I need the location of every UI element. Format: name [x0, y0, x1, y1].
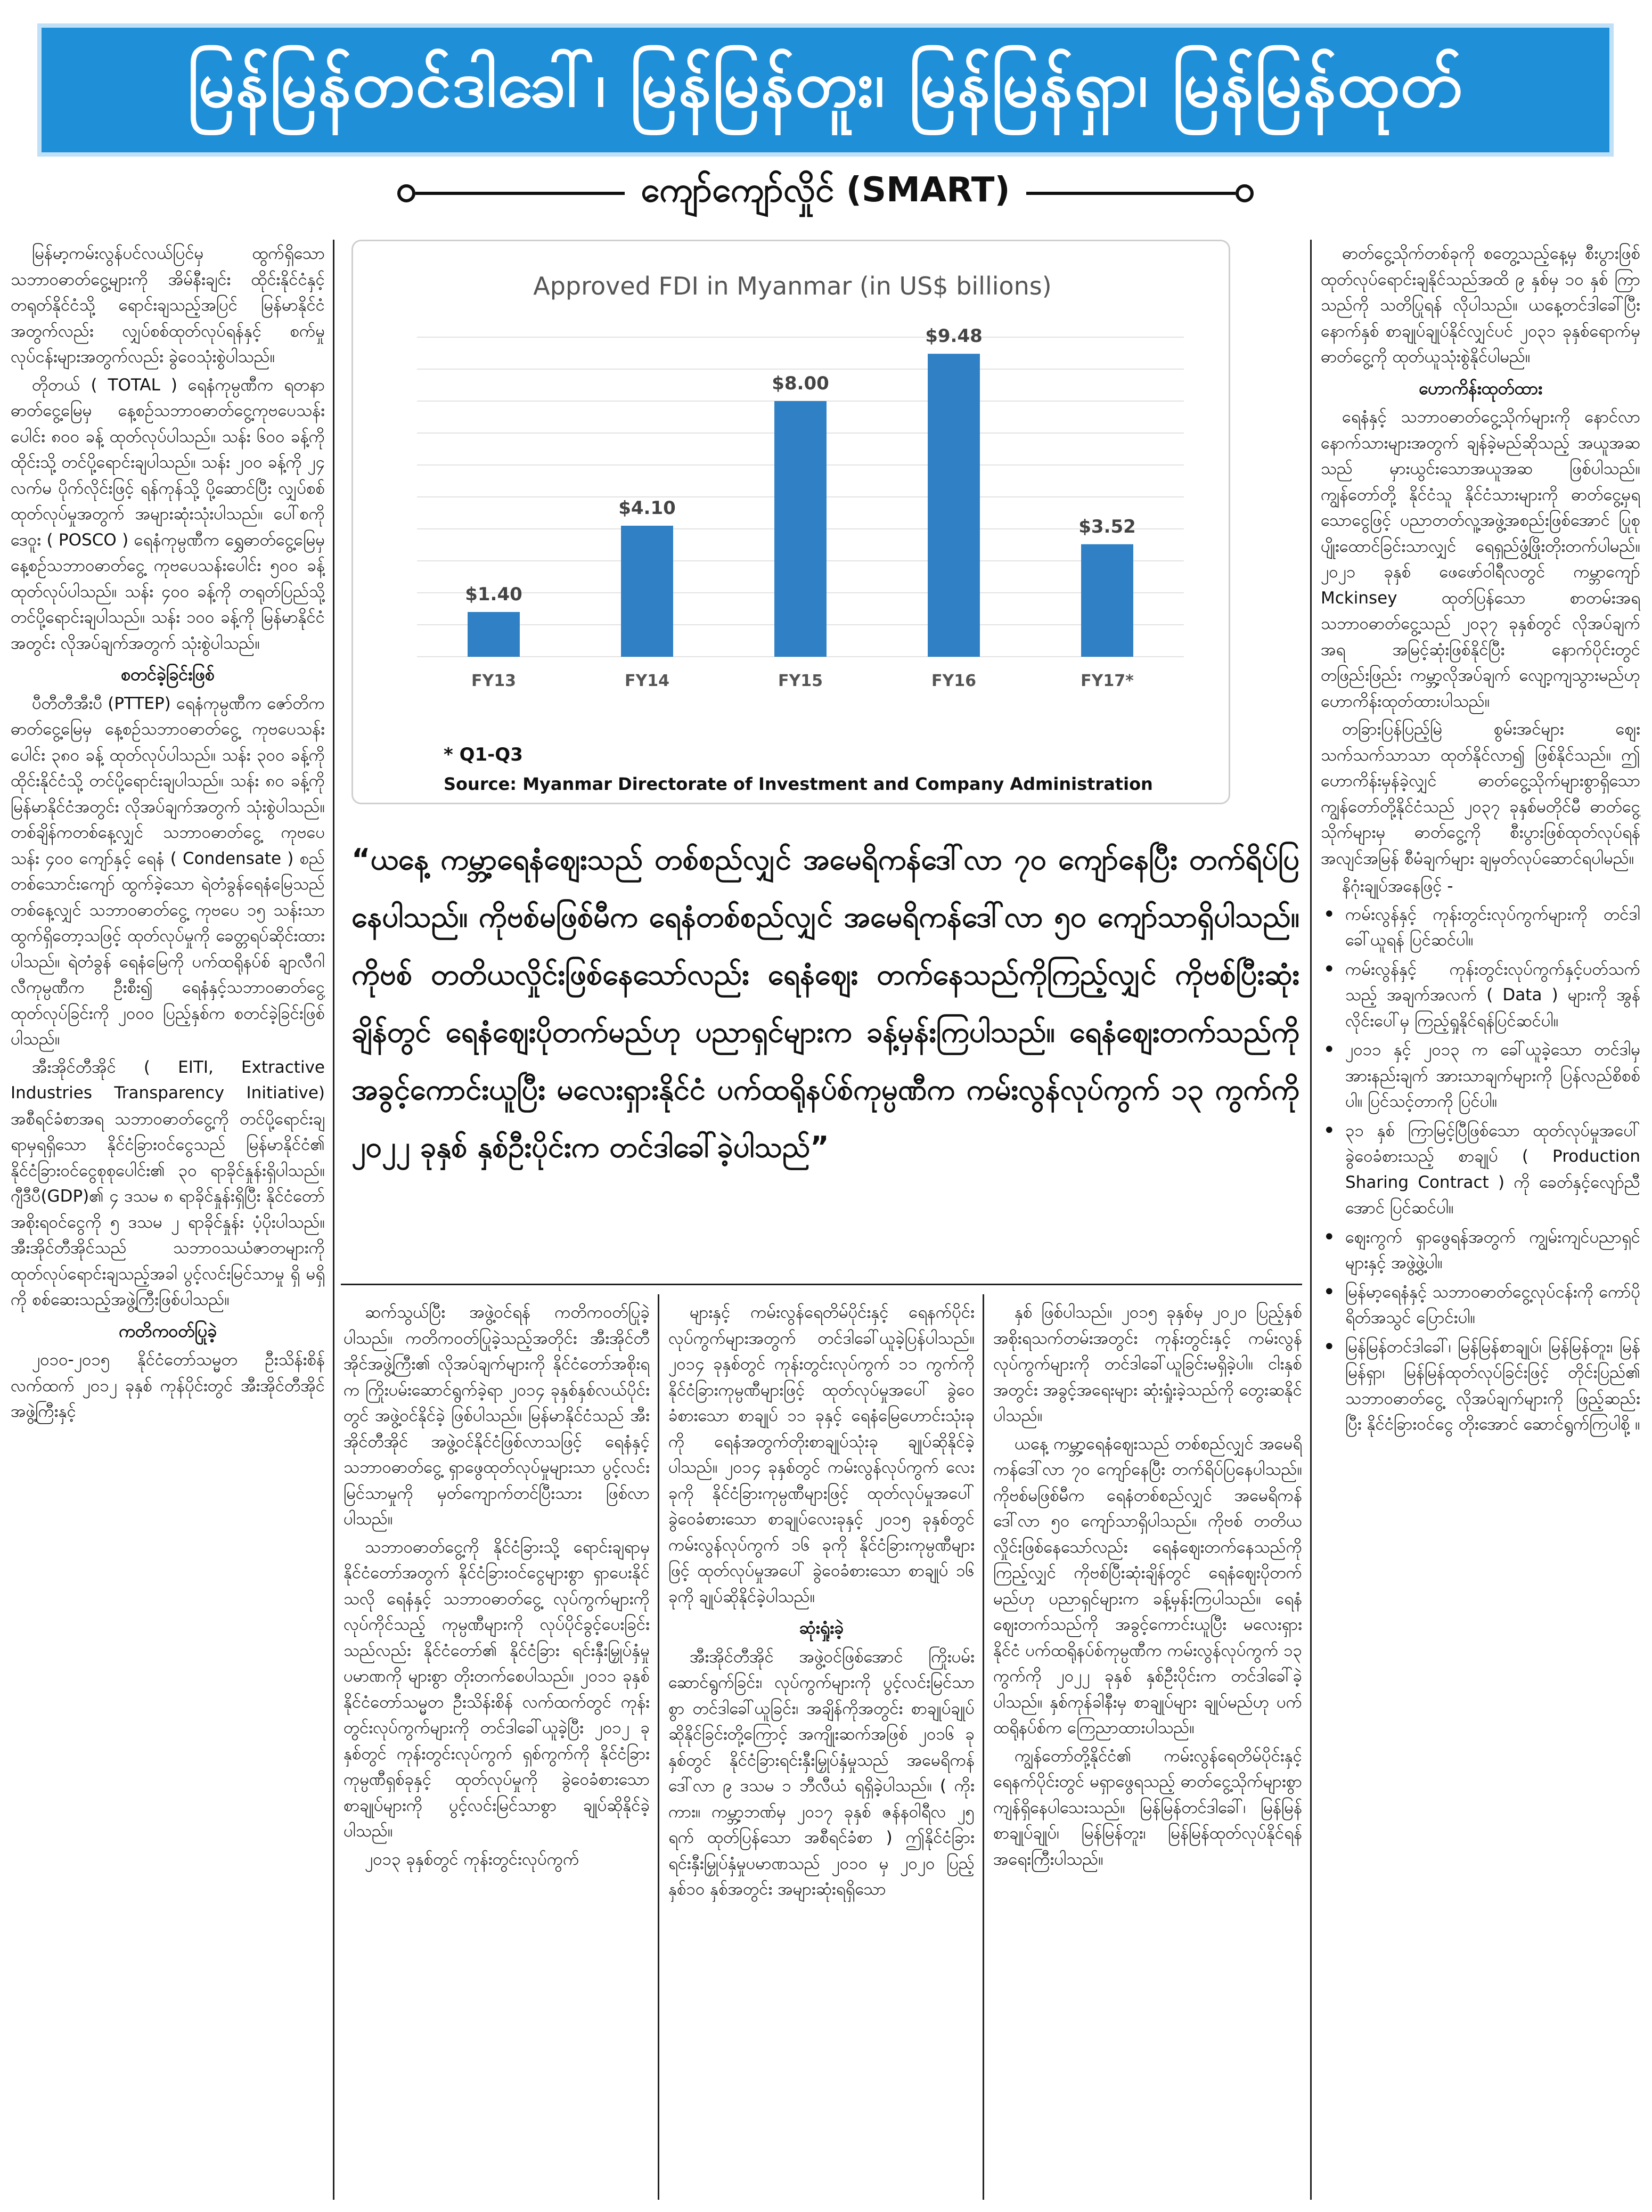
list-item: • ၂၀၁၁ နှင့် ၂၀၁၃ က ခေါ်ယူခဲ့သော တင်ဒါမှ အားနည်းချက် အားသာချက်များကို ပြန်လည်စိစစ်ပါ။ ပြင်သင့်တာကို ပြင်ပါ။	[1321, 1037, 1640, 1115]
paragraph: ပီတီတီအီးပီ (PTTEP) ရေနံကုမ္ပဏီက ဇော်တိကဓာတ်ငွေ့မြေမှ နေ့စဉ်သဘာဝဓာတ်ငွေ့ ကုဗပေသန်းပေါင်း ၃၈၀ ခန့် ထုတ်လုပ်ပါသည်။ သန်း ၃၀၀ ခန့်ကို ထိုင်းနိုင်ငံသို့ တင်ပို့ရောင်းချပါသည်။ သန်း ၈၀ ခန့်ကို မြန်မာနိုင်ငံအတွင်း လိုအပ်ချက်အတွက် သုံးစွဲပါသည်။ တစ်ချိန်ကတစ်နေ့လျှင် သဘာဝဓာတ်ငွေ့ ကုဗပေ သန်း ၄၀၀ ကျော်နှင့် ရေနံ ( Condensate ) စည် တစ်သောင်းကျော် ထွက်ခဲ့သော ရဲတံခွန်ရေနံမြေသည် တစ်နေ့လျှင် သဘာဝဓာတ်ငွေ့ ကုဗပေ ၁၅ သန်းသာ ထွက်ရှိတော့သဖြင့် ထုတ်လုပ်မှုကို ခေတ္တရပ်ဆိုင်းထားပါသည်။ ရဲတံခွန် ရေနံမြေကို ပက်ထရိုနပ်စ် ချာလီဂါလီကုမ္ပဏီက ဦးစီး၍ ရေနံနှင့်သဘာဝဓာတ်ငွေ့ ထုတ်လုပ်ခြင်းကို ၂၀၀၀ ပြည့်နှစ်က စတင်ခဲ့ခြင်းဖြစ်ပါသည်။	[11, 693, 325, 1049]
column-rule-4	[983, 1294, 984, 2200]
list-item: • ဈေးကွက် ရှာဖွေရန်အတွက် ကျွမ်းကျင်ပညာရှင်များနှင့် အဖွဲ့ဖွဲ့ပါ။	[1321, 1225, 1640, 1276]
chart-bar	[468, 612, 520, 657]
paragraph: နှစ် ဖြစ်ပါသည်။ ၂၀၁၅ ခုနှစ်မှ ၂၀၂၀ ပြည့်နှစ် အစိုးရသက်တမ်းအတွင်း ကုန်းတွင်းနှင့် ကမ်းလွန်လုပ်ကွက်များကို တင်ဒါခေါ်ယူခြင်းမရှိခဲ့ပါ။ ငါးနှစ်အတွင်း အခွင့်အရေးများ ဆုံးရှုံးခဲ့သည်ကို တွေးဆနိုင်ပါသည်။	[993, 1303, 1302, 1425]
paragraph: သဘာဝဓာတ်ငွေ့ကို နိုင်ငံခြားသို့ ရောင်းချရာမှ နိုင်ငံတော်အတွက် နိုင်ငံခြားဝင်ငွေများစွာ ရှာပေးနိုင်သလို ရေနံနှင့် သဘာဝဓာတ်ငွေ့ လုပ်ကွက်များကို လုပ်ကိုင်သည့် ကုမ္ပဏီများကို လုပ်ပိုင်ခွင့်ပေးခြင်းသည်လည်း နိုင်ငံတော်၏ နိုင်ငံခြား ရင်းနှီးမြှုပ်နှံမှုပမာဏကို များစွာ တိုးတက်စေပါသည်။ ၂၀၁၁ ခုနှစ်နိုင်ငံတော်သမ္မတ ဦးသိန်းစိန် လက်ထက်တွင် ကုန်းတွင်းလုပ်ကွက်များကို တင်ဒါခေါ်ယူခဲ့ပြီး ၂၀၁၂ ခုနှစ်တွင် ကုန်းတွင်းလုပ်ကွက် ရှစ်ကွက်ကို နိုင်ငံခြားကုမ္ပဏီရှစ်ခုနှင့် ထုတ်လုပ်မှုကို ခွဲဝေခံစားသော စာချုပ်များကို ပွင့်လင်းမြင်သာစွာ ချုပ်ဆိုနိုင်ခဲ့ပါသည်။	[344, 1537, 650, 1841]
paragraph: အီးအိုင်တီအိုင် အဖွဲ့ဝင်ဖြစ်အောင် ကြိုးပမ်းဆောင်ရွက်ခြင်း၊ လုပ်ကွက်များကို ပွင့်လင်းမြင်သာစွာ တင်ဒါခေါ်ယူခြင်း၊ အချိန်ကိုအတွင်း စာချုပ်ချုပ်ဆိုနိုင်ခြင်းတို့ကြောင့် အကျိုးဆက်အဖြစ် ၂၀၁၆ ခုနှစ်တွင် နိုင်ငံခြားရင်းနှီးမြှုပ်နှံမှုသည် အမေရိကန်ဒေါ်လာ ၉ ဒသမ ၁ ဘီလီယံ ရရှိခဲ့ပါသည်။ ( ကိုးကား။ ကမ္ဘာ့ဘဏ်မှ ၂၀၁၇ ခုနှစ် ဇန်နဝါရီလ ၂၅ ရက် ထုတ်ပြန်သော အစီရင်ခံစာ ) ဤနိုင်ငံခြားရင်းနှီးမြှုပ်နှံမှုပမာဏသည် ၂၀၁၀ မှ ၂၀၂၀ ပြည့်နှစ်၁၀ နှစ်အတွင်း အများဆုံးရရှိသော	[668, 1647, 975, 1899]
chart-x-tick-label: FY13	[471, 672, 516, 690]
column-rule-2	[1310, 240, 1312, 2200]
paragraph: ရေနံနှင့် သဘာဝဓာတ်ငွေ့သိုက်များကို နောင်လာနောက်သားများအတွက် ချန်ခဲ့မည်ဆိုသည့် အယူအဆသည် မှားယွင်းသောအယူအဆ ဖြစ်ပါသည်။ ကျွန်တော်တို့ နိုင်ငံသူ နိုင်ငံသားများကို ဓာတ်ငွေ့မှရသောငွေဖြင့် ပညာတတ်လူ့အဖွဲ့အစည်းဖြစ်အောင် ပြုစုပျိုးထောင်ခြင်းသာလျှင် ရေရှည်ဖွံ့ဖြိုးတိုးတက်ပါမည်။ ၂၀၂၁ ခုနှစ် ဖေဖော်ဝါရီလတွင် ကမ္ဘာကျော် Mckinsey ထုတ်ပြန်သော စာတမ်းအရ သဘာဝဓာတ်ငွေ့သည် ၂၀၃၇ ခုနှစ်တွင် လိုအပ်ချက်အရ အမြင့်ဆုံးဖြစ်နိုင်ပြီး နောက်ပိုင်းတွင် တဖြည်းဖြည်း ကမ္ဘာ့လိုအပ်ချက် လျော့ကျသွားမည်ဟု ဟောကိန်းထုတ်ထားပါသည်။	[1321, 407, 1640, 711]
chart-source: Source: Myanmar Directorate of Investment and Company Administration	[444, 774, 1153, 794]
article-column-3	[668, 1300, 975, 2200]
list-item: • ၃၁ နှစ် ကြာမြင့်ပြီဖြစ်သော ထုတ်လုပ်မှုအပေါ် ခွဲဝေခံစားသည့် စာချုပ် ( Production Sharing Contract ) ကို ခေတ်နှင့်လျော်ညီအောင် ပြင်ဆင်ပါ။	[1321, 1118, 1640, 1221]
chart-value-label: $8.00	[772, 373, 829, 394]
byline-rule-left	[415, 192, 625, 195]
byline: ကျော်ကျော်လှိုင် (SMART)	[641, 170, 1010, 210]
paragraph: များနှင့် ကမ်းလွန်ရေတိမ်ပိုင်းနှင့် ရေနက်ပိုင်း လုပ်ကွက်များအတွက် တင်ဒါခေါ်ယူခဲ့ပြန်ပါသည်။ ၂၀၁၄ ခုနှစ်တွင် ကုန်းတွင်းလုပ်ကွက် ၁၁ ကွက်ကို နိုင်ငံခြားကုမ္ပဏီများဖြင့် ထုတ်လုပ်မှုအပေါ် ခွဲဝေခံစားသော စာချုပ် ၁၁ ခုနှင့် ရေနံမြေဟောင်းသုံးခုကို ရေနံအတွက်တိုးစာချုပ်သုံးခု ချုပ်ဆိုနိုင်ခဲ့ပါသည်။ ၂၀၁၄ ခုနှစ်တွင် ကမ်းလွန်လုပ်ကွက် လေးခုကို နိုင်ငံခြားကုမ္ပဏီများဖြင့် ထုတ်လုပ်မှုအပေါ် ခွဲဝေခံစားသော စာချုပ်လေးခုနှင့် ၂၀၁၅ ခုနှစ်တွင် ကမ်းလွန်လုပ်ကွက် ၁၆ ခုကို နိုင်ငံခြားကုမ္ပဏီများဖြင့် ထုတ်လုပ်မှုအပေါ် ခွဲဝေခံစားသော စာချုပ် ၁၆ ခုကို ချုပ်ဆိုနိုင်ခဲ့ပါသည်။	[668, 1303, 975, 1606]
chart-bar	[1081, 544, 1133, 657]
chart-bar	[774, 401, 827, 657]
paragraph: ဓာတ်ငွေ့သိုက်တစ်ခုကို စတွေ့သည့်နေ့မှ စီးပွားဖြစ် ထုတ်လုပ်ရောင်းချနိုင်သည်အထိ ၉ နှစ်မှ ၁၀ နှစ် ကြာသည်ကို သတိပြုရန် လိုပါသည်။ ယနေ့တင်ဒါခေါ်ပြီး နောက်နှစ် စာချုပ်ချုပ်နိုင်လျှင်ပင် ၂၀၃၁ ခုနှစ်ရောက်မှ ဓာတ်ငွေ့ကို ထုတ်ယူသုံးစွဲနိုင်ပါမည်။	[1321, 244, 1640, 366]
subheading: ကတိကဝတ်ပြုခဲ့	[118, 1320, 217, 1341]
headline-banner	[37, 23, 1614, 157]
fdi-chart	[351, 240, 1230, 804]
chart-value-label: $4.10	[618, 497, 676, 519]
chart-x-tick-label: FY14	[625, 672, 669, 690]
list-item: • ကမ်းလွန်နှင့် ကုန်းတွင်းလုပ်ကွက်နှင့်ပတ်သက်သည့် အချက်အလက် ( Data ) များကို အွန်လိုင်းပေါ်မှ ကြည့်ရှုနိုင်ရန်ပြင်ဆင်ပါ။	[1321, 957, 1640, 1034]
chart-value-label: $9.48	[925, 325, 983, 347]
chart-x-tick-label: FY17*	[1081, 672, 1134, 690]
byline-dot-right	[1236, 184, 1254, 202]
chart-bars	[468, 354, 1133, 657]
chart-title: Approved FDI in Myanmar (in US$ billions)	[533, 272, 1052, 300]
list-item: • မြန်မြန်တင်ဒါခေါ်၊ မြန်မြန်စာချုပ်၊ မြန်မြန်တူး၊ မြန်မြန်ရှာ၊ မြန်မြန်ထုတ်လုပ်ခြင်းဖြင့် တိုင်းပြည်၏ သဘာဝဓာတ်ငွေ့ လိုအပ်ချက်များကို ဖြည့်ဆည်းပြီး နိုင်ငံခြားဝင်ငွေ တိုးအောင် ဆောင်ရွက်ကြပါစို့ ။	[1321, 1334, 1640, 1438]
article-column-2	[344, 1300, 650, 2200]
paragraph: ကျွန်တော်တို့နိုင်ငံ၏ ကမ်းလွန်ရေတိမ်ပိုင်းနှင့် ရေနက်ပိုင်းတွင် မရှာဖွေရသည့် ဓာတ်ငွေ့သိုက်များစွာ ကျန်ရှိနေပါသေးသည်။ မြန်မြန်တင်ဒါခေါ်၊ မြန်မြန်စာချုပ်ချုပ်၊ မြန်မြန်တူး၊ မြန်မြန်ထုတ်လုပ်နိုင်ရန် အရေးကြီးပါသည်။	[993, 1746, 1302, 1869]
chart-x-tick-label: FY15	[778, 672, 823, 690]
chart-x-tick-label: FY16	[931, 672, 976, 690]
chart-value-label: $1.40	[465, 584, 522, 605]
byline-dot-left	[397, 184, 415, 202]
chart-value-label: $3.52	[1078, 516, 1136, 537]
paragraph: ယနေ့ ကမ္ဘာ့ရေနံဈေးသည် တစ်စည်လျှင် အမေရိကန်ဒေါ်လာ ၇၀ ကျော်နေပြီး တက်ရိပ်ပြနေပါသည်။ ကိုဗစ်မဖြစ်မီက ရေနံတစ်စည်လျှင် အမေရိကန်ဒေါ်လာ ၅၀ ကျော်သာရှိပါသည်။ ကိုဗစ် တတိယလှိုင်းဖြစ်နေသော်လည်း ရေနံဈေးတက်နေသည်ကိုကြည့်လျှင် ကိုဗစ်ပြီးဆုံးချိန်တွင် ရေနံဈေးပိုတက်မည်ဟု ပညာရှင်များက ခန့်မှန်းကြပါသည်။ ရေနံဈေးတက်သည်ကို အခွင့်ကောင်းယူပြီး မလေးရှားနိုင်ငံ ပက်ထရိုနပ်စ်ကုမ္ပဏီက ကမ်းလွန်လုပ်ကွက် ၁၃ ကွက်ကို ၂၀၂၂ ခုနှစ် နှစ်ဦးပိုင်းက တင်ဒါခေါ်ခဲ့ပါသည်။ နှစ်ကုန်ခါနီးမှ စာချုပ်များ ချုပ်မည်ဟု ပက်ထရိုနပ်စ်က ကြေညာထားပါသည်။	[993, 1434, 1302, 1737]
subheading: ဆုံးရှုံးခဲ့	[799, 1618, 844, 1638]
chart-footnote: * Q1-Q3	[444, 744, 523, 765]
pull-quote: “ယနေ့ ကမ္ဘာ့ရေနံဈေးသည် တစ်စည်လျှင် အမေရိကန်ဒေါ်လာ ၇၀ ကျော်နေပြီး တက်ရိပ်ပြနေပါသည်။ ကိုဗစ်မဖြစ်မီက ရေနံတစ်စည်လျှင် အမေရိကန်ဒေါ်လာ ၅၀ ကျော်သာရှိပါသည်။ ကိုဗစ် တတိယလှိုင်းဖြစ်နေသော်လည်း ရေနံဈေး တက်နေသည်ကိုကြည့်လျှင် ကိုဗစ်ပြီးဆုံးချိန်တွင် ရေနံဈေးပိုတက်မည်ဟု ပညာရှင်များက ခန့်မှန်းကြပါသည်။ ရေနံဈေးတက်သည်ကို အခွင့်ကောင်းယူပြီး မလေးရှားနိုင်ငံ ပက်ထရိုနပ်စ်ကုမ္ပဏီက ကမ်းလွန်လုပ်ကွက် ၁၃ ကွက်ကို ၂၀၂၂ ခုနှစ် နှစ်ဦးပိုင်းက တင်ဒါခေါ်ခဲ့ပါသည်”	[351, 843, 1299, 1164]
column-rule-1	[333, 240, 334, 2200]
article-column-4	[993, 1300, 1302, 2200]
paragraph: ၂၀၁၃ ခုနှစ်တွင် ကုန်းတွင်းလုပ်ကွက်	[365, 1849, 579, 1869]
byline-row	[415, 169, 1236, 217]
conclusion-list	[1321, 902, 1640, 1438]
fdi-chart-svg	[353, 241, 1232, 806]
paragraph: ၂၀၁၀-၂၀၁၅ နိုင်ငံတော်သမ္မတ ဦးသိန်းစိန်လက်ထက် ၂၀၁၂ ခုနှစ် ကုန်ပိုင်းတွင် အီးအိုင်တီအိုင်အဖွဲ့ကြီးနှင့်	[11, 1350, 325, 1421]
article-column-5	[1321, 241, 1640, 2201]
paragraph: တခြားပြန်ပြည့်မြဲ စွမ်းအင်များ ဈေးသက်သက်သာသာ ထုတ်နိုင်လာ၍ ဖြစ်နိုင်သည်။ ဤဟောကိန်းမှန်ခဲ့လျှင် ဓာတ်ငွေ့သိုက်များစွာရှိသော ကျွန်တော်တို့နိုင်ငံသည် ၂၀၃၇ ခုနှစ်မတိုင်မီ ဓာတ်ငွေ့သိုက်များမှ ဓာတ်ငွေ့ကို စီးပွားဖြစ်ထုတ်လုပ်ရန် အလျင်အမြန် စီမံချက်များ ချမှတ်လုပ်ဆောင်ရပါမည်။	[1321, 720, 1640, 868]
paragraph: ဆက်သွယ်ပြီး အဖွဲ့ဝင်ရန် ကတိကဝတ်ပြုခဲ့ပါသည်။ ကတိကဝတ်ပြုခဲ့သည့်အတိုင်း အီးအိုင်တီအိုင်အဖွဲ့ကြီး၏ လိုအပ်ချက်များကို နိုင်ငံတော်အစိုးရက ကြိုးပမ်းဆောင်ရွက်ခဲ့ရာ ၂၀၁၄ ခုနှစ်နှစ်လယ်ပိုင်းတွင် အဖွဲ့ဝင်နိုင်ခဲ့ ဖြစ်ပါသည်။ မြန်မာနိုင်ငံသည် အီးအိုင်တီအိုင် အဖွဲ့ဝင်နိုင်ငံဖြစ်လာသဖြင့် ရေနံနှင့် သဘာဝဓာတ်ငွေ့ ရှာဖွေထုတ်လုပ်မှုများသာ ပွင့်လင်းမြင်သာမှုကို မှတ်ကျောက်တင်ပြီးသား ဖြစ်လာပါသည်။	[344, 1303, 650, 1529]
paragraph: နိဂုံးချုပ်အနေဖြင့် -	[1342, 877, 1453, 896]
list-item: • မြန်မာ့ရေနံနှင့် သဘာဝဓာတ်ငွေ့လုပ်ငန်းကို ကော်ပိုရိတ်အသွင် ပြောင်းပါ။	[1321, 1279, 1640, 1331]
chart-x-ticks	[471, 672, 1134, 690]
headline: မြန်မြန်တင်ဒါခေါ်၊ မြန်မြန်တူး၊ မြန်မြန်ရှာ၊ မြန်မြန်ထုတ်	[187, 47, 1464, 121]
subheading: ဟောကိန်းထုတ်ထား	[1418, 378, 1543, 398]
chart-bar	[621, 526, 673, 657]
subheading: စတင်ခဲ့ခြင်းဖြစ်	[121, 664, 215, 684]
paragraph: အီးအိုင်တီအိုင် ( EITI, Extractive Industries Transparency Initiative) အစီရင်ခံစာအရ သဘာဝဓာတ်ငွေ့ကို တင်ပို့ရောင်းချရာမှရရှိသော နိုင်ငံခြားဝင်ငွေသည် မြန်မာနိုင်ငံ၏ နိုင်ငံခြားဝင်ငွေစုစုပေါင်း၏ ၃၀ ရာခိုင်နှုန်းရှိပါသည်။ ဂျီဒီပီ(GDP)၏ ၄ ဒသမ ၈ ရာခိုင်နှုန်းရှိပြီး နိုင်ငံတော်အစိုးရဝင်ငွေကို ၅ ဒသမ ၂ ရာခိုင်နှုန်း ပံ့ပိုးပါသည်။ အီးအိုင်တီအိုင်သည် သဘာဝသယံဇာတများကို ထုတ်လုပ်ရောင်းချသည့်အခါ ပွင့်လင်းမြင်သာမှု ရှိ မရှိကို စစ်ဆေးသည့်အဖွဲ့ကြီးဖြစ်ပါသည်။	[11, 1057, 325, 1309]
list-item: • ကမ်းလွန်နှင့် ကုန်းတွင်းလုပ်ကွက်များကို တင်ဒါခေါ်ယူရန် ပြင်ဆင်ပါ။	[1321, 902, 1640, 953]
paragraph: မြန်မာ့ကမ်းလွန်ပင်လယ်ပြင်မှ ထွက်ရှိသော သဘာဝဓာတ်ငွေ့များကို အိမ်နီးချင်း ထိုင်းနိုင်ငံနှင့် တရုတ်နိုင်ငံသို့ ရောင်းချသည့်အပြင် မြန်မာနိုင်ငံအတွက်လည်း လျှပ်စစ်ထုတ်လုပ်ရန်နှင့် စက်မှုလုပ်ငန်းများအတွက်လည်း ခွဲဝေသုံးစွဲပါသည်။	[11, 244, 325, 366]
article-column-1	[11, 241, 325, 2201]
byline-rule-right	[1026, 192, 1236, 195]
column-rule-3	[658, 1294, 659, 2200]
chart-bar	[928, 354, 980, 657]
paragraph: တိုတယ် ( TOTAL ) ရေနံကုမ္ပဏီက ရတနာဓာတ်ငွေ့မြေမှ နေ့စဉ်သဘာဝဓာတ်ငွေ့ကုဗပေသန်းပေါင်း ၈၀၀ ခန့် ထုတ်လုပ်ပါသည်။ သန်း ၆၀၀ ခန့်ကို ထိုင်းသို့ တင်ပို့ရောင်းချပါသည်။ သန်း ၂၀၀ ခန့်ကို ၂၄ လက်မ ပိုက်လိုင်းဖြင့် ရန်ကုန်သို့ ပို့ဆောင်ပြီး လျှပ်စစ်ထုတ်လုပ်မှုအတွက် အများဆုံးသုံးပါသည်။ ပေါ်စကိုဒေဝူး ( POSCO ) ရေနံကုမ္ပဏီက ရွှေဓာတ်ငွေ့မြေမှ နေ့စဉ်သဘာဝဓာတ်ငွေ့ ကုဗပေသန်းပေါင်း ၅၀၀ ခန့် ထုတ်လုပ်ပါသည်။ သန်း ၄၀၀ ခန့်ကို တရုတ်ပြည်သို့ တင်ပို့ရောင်းချပါသည်။ သန်း ၁၀၀ ခန့်ကို မြန်မာနိုင်ငံအတွင်း လိုအပ်ချက်အတွက် သုံးစွဲပါသည်။	[11, 375, 325, 653]
